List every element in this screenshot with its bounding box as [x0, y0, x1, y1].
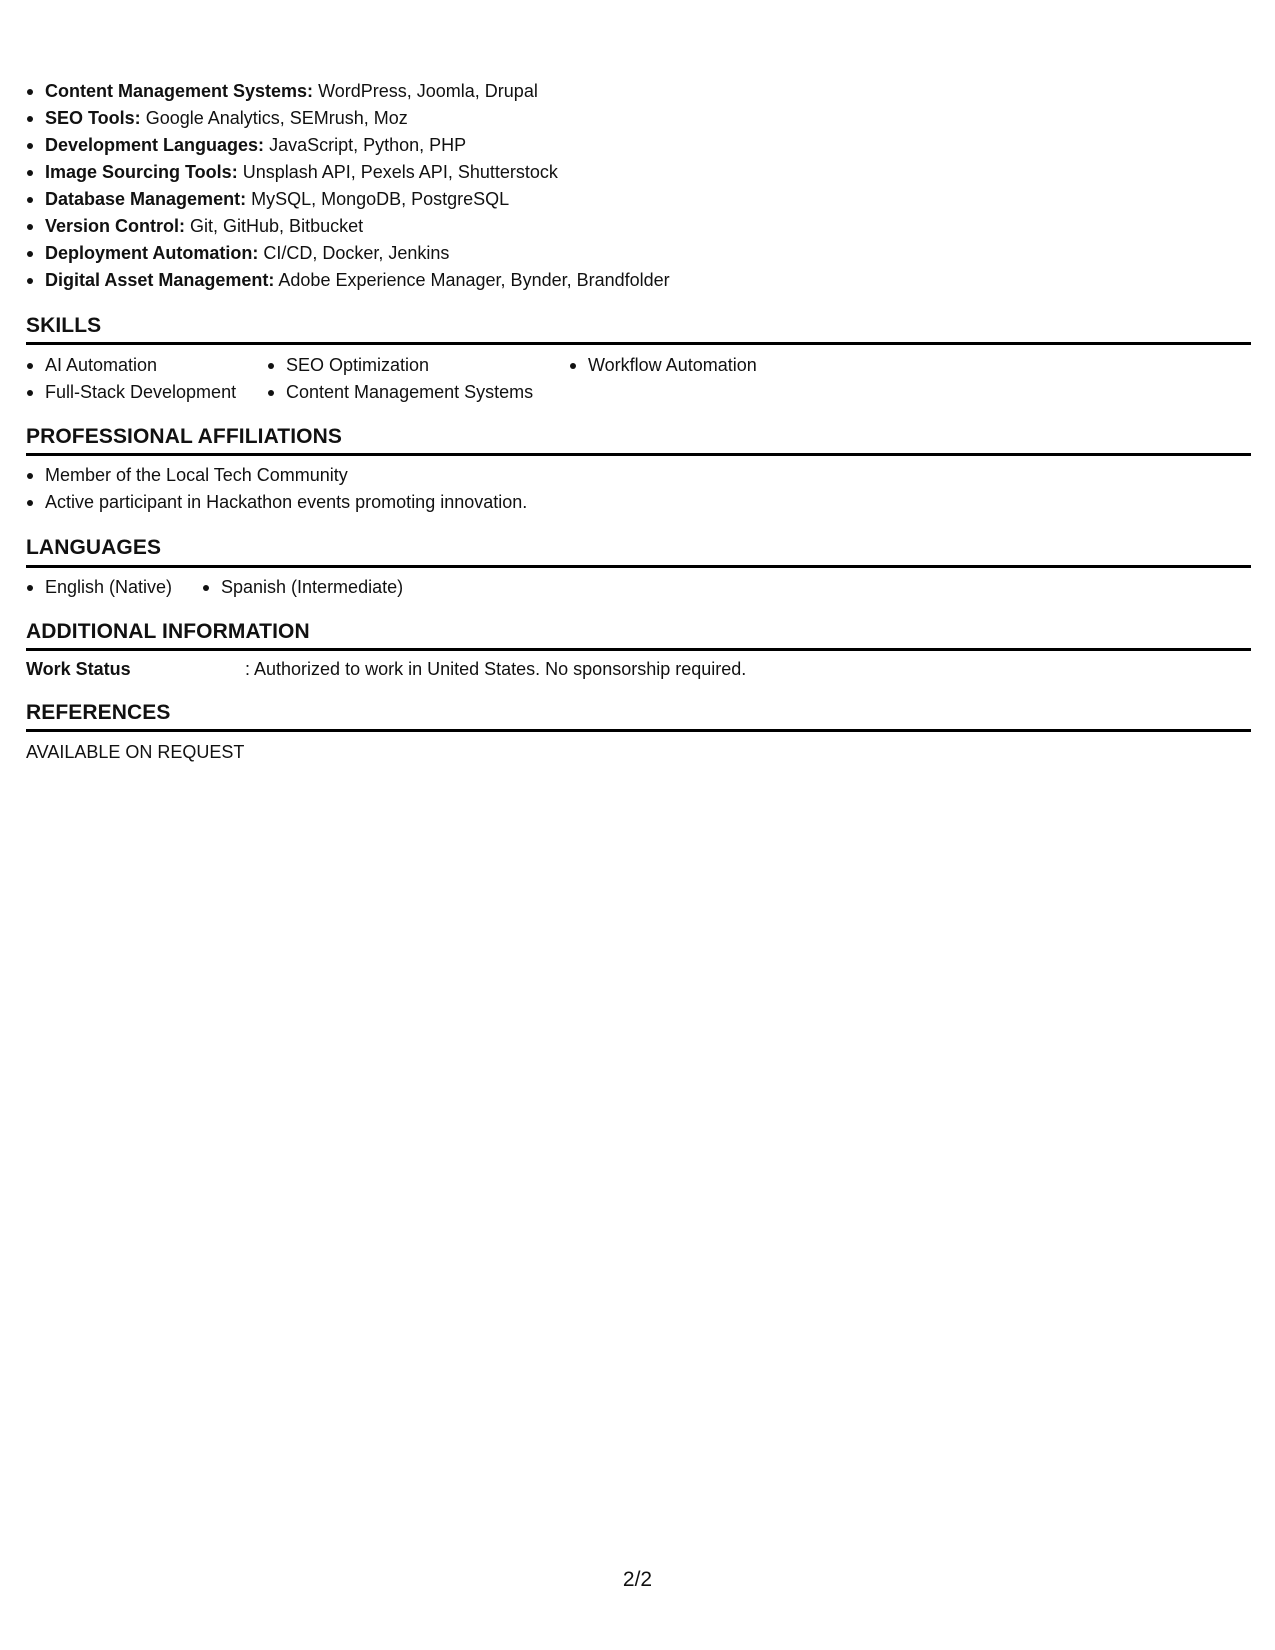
- section-divider: [26, 729, 1251, 732]
- section-divider: [26, 453, 1251, 456]
- references-text: AVAILABLE ON REQUEST: [26, 742, 245, 762]
- tool-label: Content Management Systems:: [45, 81, 314, 101]
- list-item: [26, 132, 670, 159]
- section-divider: [26, 565, 1251, 568]
- list-item: Member of the Local Tech Community: [26, 462, 527, 489]
- affiliations-heading: PROFESSIONAL AFFILIATIONS: [26, 425, 342, 448]
- page-number: 2/2: [622, 1568, 653, 1591]
- skill-item: Workflow Automation: [569, 352, 757, 379]
- tool-value: Unsplash API, Pexels API, Shutterstock: [242, 162, 558, 182]
- skill-item: SEO Optimization: [267, 352, 429, 379]
- tool-label: Deployment Automation:: [45, 243, 259, 263]
- tool-label: Development Languages:: [45, 135, 265, 155]
- list-item: [26, 267, 670, 294]
- tool-value: Git, GitHub, Bitbucket: [190, 216, 364, 236]
- tool-label: Digital Asset Management:: [45, 270, 275, 290]
- work-status-label: Work Status: [26, 659, 131, 679]
- section-divider: [26, 342, 1251, 345]
- references-heading: REFERENCES: [26, 701, 171, 724]
- language-item: Spanish (Intermediate): [202, 574, 403, 601]
- skill-item: Full-Stack Development: [26, 379, 236, 406]
- tool-value: WordPress, Joomla, Drupal: [318, 81, 538, 101]
- tool-value: Google Analytics, SEMrush, Moz: [145, 108, 408, 128]
- list-item: [26, 78, 670, 105]
- work-status-value: : Authorized to work in United States. No sponsorship required.: [245, 659, 747, 679]
- tool-value: MySQL, MongoDB, PostgreSQL: [251, 189, 510, 209]
- tool-label: Version Control:: [45, 216, 186, 236]
- list-item: [26, 240, 670, 267]
- skill-item: Content Management Systems: [267, 379, 533, 406]
- list-item: [26, 213, 670, 240]
- affiliations-list: [26, 462, 527, 516]
- languages-heading: LANGUAGES: [26, 536, 162, 559]
- tool-label: SEO Tools:: [45, 108, 141, 128]
- skill-item: AI Automation: [26, 352, 157, 379]
- tool-label: Image Sourcing Tools:: [45, 162, 238, 182]
- additional-heading: ADDITIONAL INFORMATION: [26, 620, 310, 643]
- tool-label: Database Management:: [45, 189, 247, 209]
- tool-value: Adobe Experience Manager, Bynder, Brandfolder: [278, 270, 670, 290]
- list-item: [26, 159, 670, 186]
- language-item: English (Native): [26, 574, 172, 601]
- skills-heading: SKILLS: [26, 314, 102, 337]
- list-item: [26, 186, 670, 213]
- list-item: [26, 105, 670, 132]
- list-item: Active participant in Hackathon events promoting innovation.: [26, 489, 527, 516]
- tools-list: [26, 78, 670, 294]
- section-divider: [26, 648, 1251, 651]
- tool-value: JavaScript, Python, PHP: [269, 135, 467, 155]
- tool-value: CI/CD, Docker, Jenkins: [263, 243, 450, 263]
